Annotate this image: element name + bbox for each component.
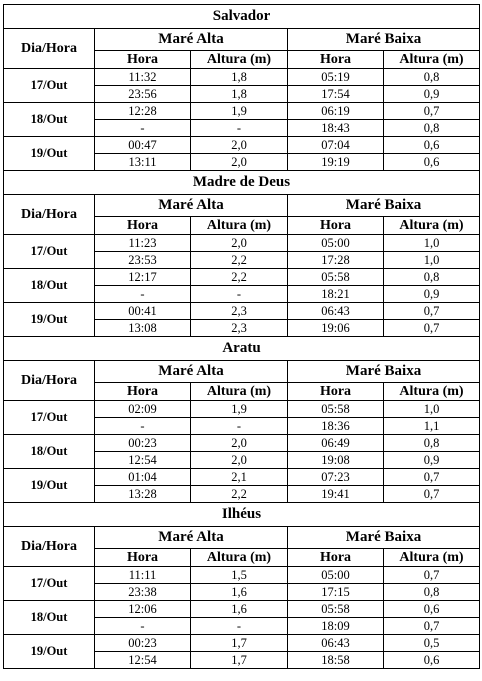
high-tide-time: 13:08 — [95, 320, 191, 337]
high-tide-time: 23:53 — [95, 252, 191, 269]
day-label: 18/Out — [4, 103, 95, 137]
low-tide-time: 17:15 — [288, 584, 384, 601]
low-tide-height: 0,8 — [384, 120, 480, 137]
day-hour-header: Dia/Hora — [4, 29, 95, 69]
location-name: Aratu — [4, 337, 480, 361]
table-row — [4, 103, 480, 120]
location-row — [4, 337, 480, 361]
low-tide-height: 0,7 — [384, 567, 480, 584]
time-header: Hora — [288, 217, 384, 235]
high-tide-height: 1,8 — [191, 69, 288, 86]
high-tide-height: 2,2 — [191, 486, 288, 503]
day-label: 18/Out — [4, 269, 95, 303]
high-tide-height: 2,1 — [191, 469, 288, 486]
low-tide-height: 0,6 — [384, 601, 480, 618]
high-tide-height: - — [191, 618, 288, 635]
high-tide-height: - — [191, 418, 288, 435]
high-tide-time: - — [95, 120, 191, 137]
high-tide-height: - — [191, 286, 288, 303]
low-tide-height: 0,8 — [384, 269, 480, 286]
high-tide-time: 11:11 — [95, 567, 191, 584]
low-tide-height: 0,7 — [384, 469, 480, 486]
header-row — [4, 361, 480, 383]
low-tide-height: 0,8 — [384, 69, 480, 86]
table-row — [4, 303, 480, 320]
high-tide-time: 23:56 — [95, 86, 191, 103]
low-tide-height: 0,8 — [384, 435, 480, 452]
low-tide-time: 05:00 — [288, 235, 384, 252]
low-tide-time: 19:06 — [288, 320, 384, 337]
high-tide-header: Maré Alta — [95, 195, 288, 217]
low-tide-time: 18:09 — [288, 618, 384, 635]
day-label: 17/Out — [4, 401, 95, 435]
low-tide-time: 05:00 — [288, 567, 384, 584]
low-tide-time: 17:54 — [288, 86, 384, 103]
time-header: Hora — [95, 383, 191, 401]
low-tide-time: 06:43 — [288, 635, 384, 652]
table-row — [4, 269, 480, 286]
low-tide-height: 1,1 — [384, 418, 480, 435]
low-tide-time: 19:08 — [288, 452, 384, 469]
high-tide-time: 00:41 — [95, 303, 191, 320]
header-row — [4, 195, 480, 217]
day-label: 18/Out — [4, 601, 95, 635]
high-tide-time: 12:17 — [95, 269, 191, 286]
low-tide-height: 0,7 — [384, 303, 480, 320]
low-tide-time: 07:23 — [288, 469, 384, 486]
day-hour-header: Dia/Hora — [4, 361, 95, 401]
time-header: Hora — [95, 51, 191, 69]
height-header: Altura (m) — [384, 549, 480, 567]
low-tide-time: 19:41 — [288, 486, 384, 503]
height-header: Altura (m) — [384, 217, 480, 235]
high-tide-time: 13:28 — [95, 486, 191, 503]
height-header: Altura (m) — [191, 217, 288, 235]
table-row — [4, 601, 480, 618]
low-tide-time: 05:19 — [288, 69, 384, 86]
high-tide-height: 1,7 — [191, 635, 288, 652]
high-tide-height: 2,0 — [191, 137, 288, 154]
low-tide-height: 1,0 — [384, 235, 480, 252]
height-header: Altura (m) — [384, 51, 480, 69]
low-tide-height: 0,8 — [384, 584, 480, 601]
low-tide-time: 18:36 — [288, 418, 384, 435]
height-header: Altura (m) — [384, 383, 480, 401]
location-name: Ilhéus — [4, 503, 480, 527]
low-tide-height: 0,9 — [384, 86, 480, 103]
low-tide-time: 05:58 — [288, 401, 384, 418]
table-row — [4, 435, 480, 452]
high-tide-height: 1,6 — [191, 584, 288, 601]
day-label: 19/Out — [4, 303, 95, 337]
high-tide-height: 2,2 — [191, 269, 288, 286]
low-tide-height: 1,0 — [384, 252, 480, 269]
low-tide-height: 0,6 — [384, 652, 480, 669]
table-row — [4, 401, 480, 418]
location-name: Salvador — [4, 5, 480, 29]
high-tide-height: 2,0 — [191, 435, 288, 452]
high-tide-time: 13:11 — [95, 154, 191, 171]
time-header: Hora — [95, 549, 191, 567]
tide-table-body — [4, 5, 480, 669]
low-tide-time: 18:43 — [288, 120, 384, 137]
high-tide-time: - — [95, 418, 191, 435]
low-tide-time: 06:49 — [288, 435, 384, 452]
time-header: Hora — [288, 549, 384, 567]
height-header: Altura (m) — [191, 549, 288, 567]
high-tide-time: 23:38 — [95, 584, 191, 601]
tide-table — [3, 4, 480, 669]
low-tide-time: 07:04 — [288, 137, 384, 154]
low-tide-height: 1,0 — [384, 401, 480, 418]
high-tide-height: 2,3 — [191, 320, 288, 337]
day-label: 17/Out — [4, 69, 95, 103]
high-tide-height: 2,3 — [191, 303, 288, 320]
low-tide-height: 0,9 — [384, 286, 480, 303]
high-tide-height: 2,0 — [191, 452, 288, 469]
high-tide-time: 12:54 — [95, 452, 191, 469]
low-tide-height: 0,9 — [384, 452, 480, 469]
location-row — [4, 5, 480, 29]
low-tide-height: 0,7 — [384, 486, 480, 503]
high-tide-time: 00:23 — [95, 435, 191, 452]
day-label: 17/Out — [4, 235, 95, 269]
low-tide-time: 06:19 — [288, 103, 384, 120]
low-tide-height: 0,7 — [384, 320, 480, 337]
low-tide-header: Maré Baixa — [288, 361, 480, 383]
high-tide-time: 01:04 — [95, 469, 191, 486]
day-label: 19/Out — [4, 635, 95, 669]
low-tide-time: 19:19 — [288, 154, 384, 171]
day-hour-header: Dia/Hora — [4, 527, 95, 567]
low-tide-height: 0,6 — [384, 137, 480, 154]
location-row — [4, 171, 480, 195]
time-header: Hora — [288, 51, 384, 69]
low-tide-height: 0,7 — [384, 618, 480, 635]
high-tide-time: 00:47 — [95, 137, 191, 154]
high-tide-height: 1,5 — [191, 567, 288, 584]
tide-table-container — [3, 4, 479, 669]
table-row — [4, 635, 480, 652]
high-tide-time: - — [95, 286, 191, 303]
high-tide-height: 1,8 — [191, 86, 288, 103]
table-row — [4, 469, 480, 486]
high-tide-time: 12:54 — [95, 652, 191, 669]
header-row — [4, 29, 480, 51]
time-header: Hora — [95, 217, 191, 235]
high-tide-header: Maré Alta — [95, 527, 288, 549]
high-tide-time: 12:06 — [95, 601, 191, 618]
height-header: Altura (m) — [191, 383, 288, 401]
low-tide-time: 17:28 — [288, 252, 384, 269]
high-tide-height: 1,7 — [191, 652, 288, 669]
table-row — [4, 567, 480, 584]
high-tide-time: 02:09 — [95, 401, 191, 418]
high-tide-time: 11:23 — [95, 235, 191, 252]
day-label: 18/Out — [4, 435, 95, 469]
low-tide-time: 18:21 — [288, 286, 384, 303]
day-label: 19/Out — [4, 137, 95, 171]
high-tide-time: 00:23 — [95, 635, 191, 652]
high-tide-time: - — [95, 618, 191, 635]
time-header: Hora — [288, 383, 384, 401]
low-tide-time: 05:58 — [288, 269, 384, 286]
high-tide-time: 11:32 — [95, 69, 191, 86]
height-header: Altura (m) — [191, 51, 288, 69]
low-tide-header: Maré Baixa — [288, 29, 480, 51]
high-tide-height: 1,6 — [191, 601, 288, 618]
high-tide-height: 2,2 — [191, 252, 288, 269]
low-tide-time: 05:58 — [288, 601, 384, 618]
low-tide-header: Maré Baixa — [288, 195, 480, 217]
low-tide-height: 0,5 — [384, 635, 480, 652]
table-row — [4, 137, 480, 154]
header-row — [4, 527, 480, 549]
low-tide-height: 0,7 — [384, 103, 480, 120]
low-tide-header: Maré Baixa — [288, 527, 480, 549]
low-tide-time: 18:58 — [288, 652, 384, 669]
table-row — [4, 69, 480, 86]
high-tide-time: 12:28 — [95, 103, 191, 120]
high-tide-height: 1,9 — [191, 103, 288, 120]
high-tide-height: 2,0 — [191, 235, 288, 252]
table-row — [4, 235, 480, 252]
low-tide-height: 0,6 — [384, 154, 480, 171]
high-tide-height: 2,0 — [191, 154, 288, 171]
location-name: Madre de Deus — [4, 171, 480, 195]
high-tide-header: Maré Alta — [95, 361, 288, 383]
high-tide-height: - — [191, 120, 288, 137]
day-hour-header: Dia/Hora — [4, 195, 95, 235]
day-label: 17/Out — [4, 567, 95, 601]
high-tide-header: Maré Alta — [95, 29, 288, 51]
low-tide-time: 06:43 — [288, 303, 384, 320]
location-row — [4, 503, 480, 527]
high-tide-height: 1,9 — [191, 401, 288, 418]
day-label: 19/Out — [4, 469, 95, 503]
